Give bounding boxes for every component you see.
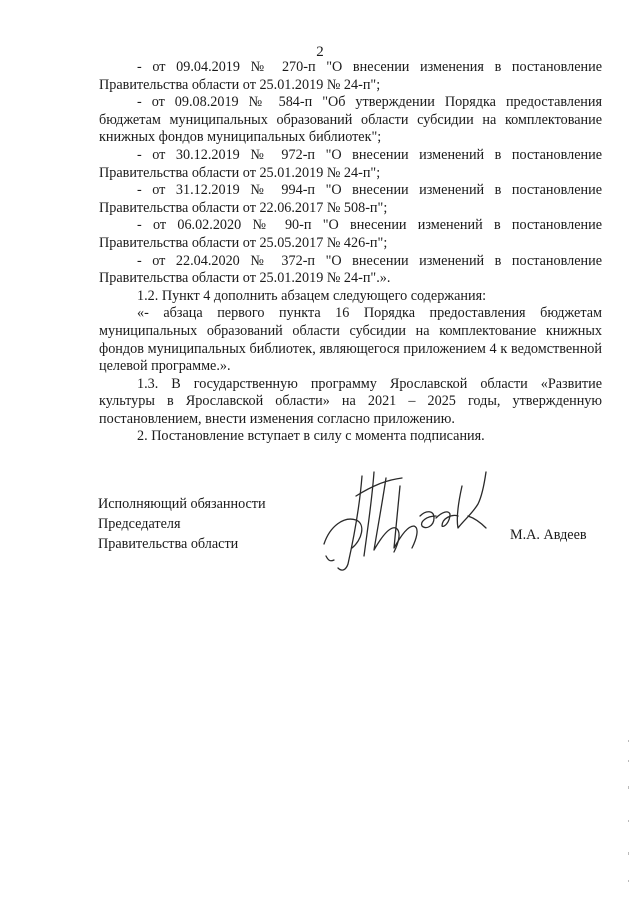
- clause-1-2-quote: «- абзаца первого пункта 16 Порядка предоставления бюджетам муниципальных образований области субсидии на комплектование книжных фондов муниципальных библиотек, являющегося приложением 4 к ведомственной целевой программе.».: [99, 305, 602, 375]
- page-number: 2: [316, 44, 324, 60]
- list-item: - от 06.02.2020 № 90-п "О внесении изменений в постановление Правительства области от 25.05.2017 № 426-п";: [99, 217, 602, 251]
- signatory-name: М.А. Авдеев: [510, 527, 587, 543]
- list-item: - от 09.08.2019 № 584-п "Об утверждении Порядка предоставления бюджетам муниципальных образований области субсидии на комплектование книжных фондов муниципальных библиотек";: [99, 94, 602, 146]
- signatory-line: Исполняющий обязанности: [98, 496, 266, 512]
- signatory-title: [98, 494, 266, 554]
- list-item: - от 31.12.2019 № 994-п "О внесении изменений в постановление Правительства области от 22.06.2017 № 508-п";: [99, 182, 602, 216]
- signatory-line: Правительства области: [98, 536, 239, 552]
- clause-1-3: 1.3. В государственную программу Ярославской области «Развитие культуры в Ярославской области» на 2021 – 2025 годы, утвержденную постановлением, внести изменения согласно приложению.: [99, 375, 602, 427]
- list-item: - от 22.04.2020 № 372-п "О внесении изменений в постановление Правительства области от 25.01.2019 № 24-п".».: [99, 252, 602, 287]
- document-body: [99, 59, 602, 446]
- signatory-line: Председателя: [98, 516, 181, 532]
- clause-2: 2. Постановление вступает в силу с момента подписания.: [137, 428, 485, 445]
- list-item: - от 30.12.2019 № 972-п "О внесении изменений в постановление Правительства области от 25.01.2019 № 24-п";: [99, 146, 602, 181]
- handwritten-signature: [316, 456, 506, 576]
- list-item: - от 09.04.2019 № 270-п "О внесении изменения в постановление Правительства области от 25.01.2019 № 24-п";: [99, 59, 602, 93]
- scan-edge-marks: [628, 740, 630, 890]
- clause-1-2: 1.2. Пункт 4 дополнить абзацем следующего содержания:: [137, 287, 487, 304]
